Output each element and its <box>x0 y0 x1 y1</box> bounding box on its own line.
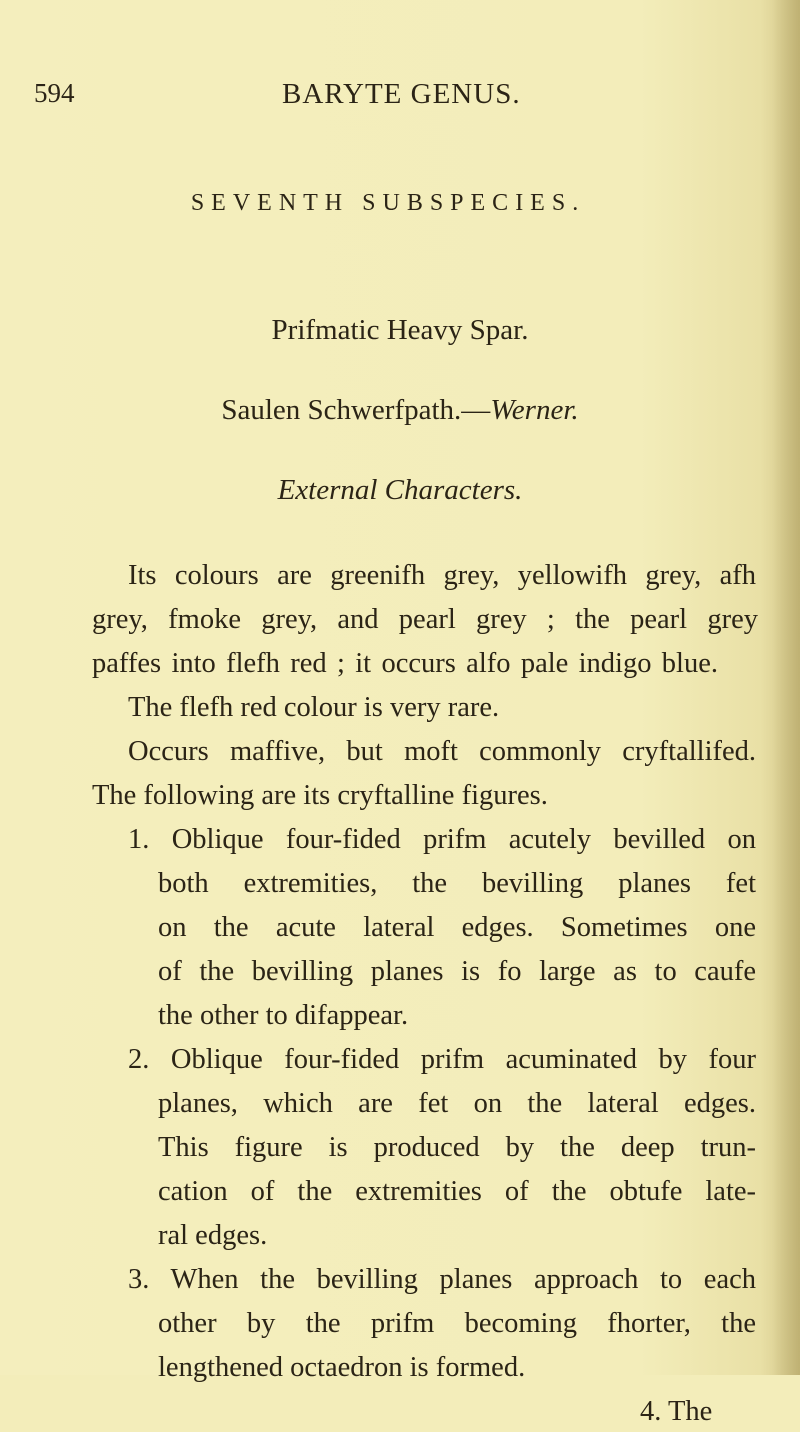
text-line: the other to difappear. <box>158 1000 409 1031</box>
running-head: BARYTE GENUS. <box>282 78 521 110</box>
text-line: of the bevilling planes is fo large as to caufe <box>158 956 756 987</box>
text-line: Occurs maffive, but moft commonly cryftallifed. <box>128 736 756 767</box>
text-line: lengthened octaedron is formed. <box>158 1352 526 1383</box>
text-line: on the acute lateral edges. Sometimes one <box>158 912 756 943</box>
subspecies-heading: SEVENTH SUBSPECIES. <box>190 190 586 216</box>
synonym-author: Werner. <box>490 394 579 426</box>
text-line: 3. When the bevilling planes approach to each <box>128 1264 756 1295</box>
text-line: paffes into flefh red ; it occurs alfo pale indigo blue. <box>92 648 718 679</box>
section-heading: External Characters. <box>277 474 523 506</box>
text-line: The following are its cryftalline figures. <box>92 780 548 811</box>
text-line: grey, fmoke grey, and pearl grey ; the pearl grey <box>92 604 758 635</box>
text-line: both extremities, the bevilling planes fet <box>158 868 756 899</box>
text-line: ral edges. <box>158 1220 268 1251</box>
page-header <box>34 78 754 118</box>
catchword: 4. The <box>640 1396 713 1427</box>
synonym-line <box>0 394 800 427</box>
text-line: The flefh red colour is very rare. <box>128 692 500 723</box>
text-line: planes, which are fet on the lateral edges. <box>158 1088 756 1119</box>
page-number: 594 <box>34 78 75 108</box>
text-line: cation of the extremities of the obtufe late- <box>158 1176 756 1207</box>
species-name: Prifmatic Heavy Spar. <box>271 314 529 346</box>
text-line: 1. Oblique four-fided prifm acutely bevilled on <box>128 824 756 855</box>
text-line: This figure is produced by the deep trun- <box>158 1132 756 1163</box>
text-line: other by the prifm becoming fhorter, the <box>158 1308 756 1339</box>
text-line: 2. Oblique four-fided prifm acuminated by four <box>128 1044 756 1075</box>
synonym-name: Saulen Schwerfpath.— <box>221 394 491 426</box>
text-line: Its colours are greenifh grey, yellowifh grey, afh <box>128 560 756 591</box>
